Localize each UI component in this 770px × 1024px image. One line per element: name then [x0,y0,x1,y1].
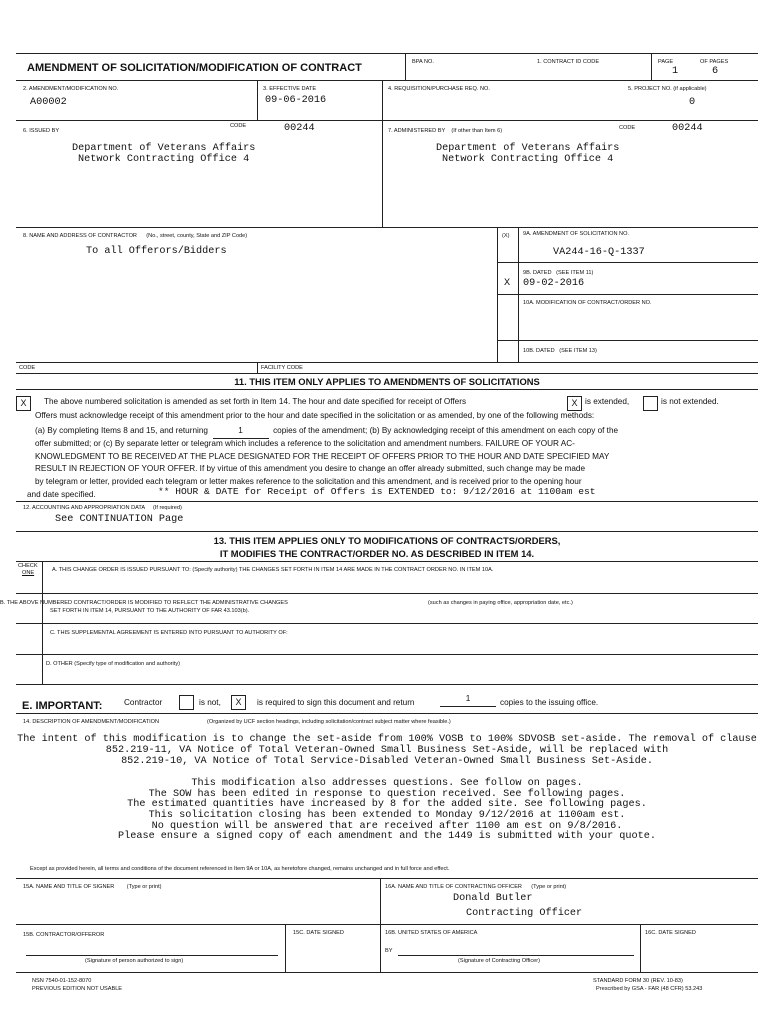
rule-13bb [16,623,758,624]
rule-14b [16,878,758,879]
officer-label-text: 16A. NAME AND TITLE OF CONTRACTING OFFICER [385,884,522,890]
admin-by-line2: Network Contracting Office 4 [442,154,614,165]
contractor-signature-line[interactable] [26,955,278,956]
modification-no-label: 10A. MODIFICATION OF CONTRACT/ORDER NO. [523,300,652,306]
officer-title: Contracting Officer [466,908,583,919]
footer-prescribed: Prescribed by GSA - FAR (48 CFR) 53.243 [596,986,703,992]
description-line-6: The estimated quantities have increased by 8 for the added site. See following pages. [127,799,647,810]
rule-v-row2b [382,80,383,227]
dated-label-text: 9B. DATED [523,270,552,276]
is-not-label: is not, [199,698,221,707]
item11-line5: KNOWLEDGMENT TO BE RECEIVED AT THE PLACE DESIGNATED FOR THE RECEIPT OF OFFERS PRIOR TO THE HOUR AND DATE SPECIFIED MAY [35,452,610,461]
contract-id-label: 1. CONTRACT ID CODE [537,59,600,65]
description-note: (Organized by UCF section headings, including solicitation/contract subject matter where feasible.) [207,719,451,725]
check-one-label2: ONE [22,570,35,576]
usa-label: 16B. UNITED STATES OF AMERICA [385,930,478,936]
date-signed-15c-label: 15C. DATE SIGNED [293,930,344,936]
item13-option-b2: SET FORTH IN ITEM 14, PURSUANT TO THE AUTHORITY OF FAR 43.103(b). [50,608,250,614]
rule-top [16,53,758,54]
form-title: AMENDMENT OF SOLICITATION/MODIFICATION OF CONTRACT [27,62,362,74]
facility-code-label: FACILITY CODE [261,365,303,371]
rule-v-header2 [651,53,652,80]
contractor-value: To all Offerors/Bidders [86,246,227,257]
issued-by-label: 6. ISSUED BY [23,128,60,134]
description-line-8: No question will be answered that are received after 1100 am est on 9/8/2016. [151,821,623,832]
contractor-code-label: CODE [19,365,36,371]
copies-returned-value: 1 [238,426,243,435]
item13-heading2: IT MODIFIES THE CONTRACT/ORDER NO. AS DESCRIBED IN ITEM 14. [219,548,535,559]
rule-15a [16,924,758,925]
issued-by-line1: Department of Veterans Affairs [72,143,256,154]
description-line-5: The SOW has been edited in response to question received. See following pages. [148,789,626,800]
issued-code-value: 00244 [284,123,315,134]
return-copies-value: 1 [465,694,471,703]
copies-returned-field [213,425,269,439]
rule-11b [16,389,758,390]
administered-by-label [388,128,502,134]
is-not-checkbox[interactable] [179,695,194,710]
item11-heading: 11. THIS ITEM ONLY APPLIES TO AMENDMENTS OF SOLICITATIONS [234,376,540,387]
signer-label-text: 15A. NAME AND TITLE OF SIGNER [23,884,115,890]
total-pages: 6 [712,66,719,77]
item11-line3a: (a) By completing Items 8 and 15, and returning [35,426,208,435]
administered-by-note: (If other than Item 6) [451,128,503,134]
footer-form-no: STANDARD FORM 30 (REV. 10-83) [593,978,683,984]
issued-code-label: CODE [230,123,247,129]
admin-by-line1: Department of Veterans Affairs [436,143,620,154]
rule-9a [497,262,758,263]
rule-row2 [16,80,758,81]
except-text: Except as provided herein, all terms and conditions of the document referenced in Item 9A or 10A, as heretofore changed, remains unchanged and in full force and effect. [30,866,450,872]
accounting-label-text: 12. ACCOUNTING AND APPROPRIATION DATA [23,505,146,511]
rule-v-check [42,561,43,684]
not-extended-label: is not extended. [661,397,719,406]
description-line-1: The intent of this modification is to change the set-aside from 100% VOSB to 100% SDVOSB set-aside. The removal of clause [17,734,757,745]
page-number: 1 [672,66,679,77]
officer-signature-line[interactable] [398,955,634,956]
rule-v-x [518,227,519,362]
rule-footer [16,972,758,973]
contractor-label [23,233,247,239]
not-extended-checkbox[interactable] [643,396,658,411]
mod-dated-label [523,348,597,354]
dated-x-mark: X [504,278,511,289]
rule-11 [16,373,758,374]
contractor-label-note: (No., street, county, State and ZIP Code) [146,233,248,239]
contractor-label-text: 8. NAME AND ADDRESS OF CONTRACTOR [23,233,137,239]
amendment-no-value: A00002 [30,97,67,108]
extended-note: ** HOUR & DATE for Receipt of Offers is EXTENDED to: 9/12/2016 at 1100am est [158,486,596,497]
rule-13 [16,531,758,532]
item11-line8: and date specified. [27,490,96,499]
description-line-3: 852.219-10, VA Notice of Total Service-Disabled Veteran-Owned Small Business Set-Aside. [121,756,653,767]
by-label: BY [385,948,393,954]
important-contractor: Contractor [124,698,163,707]
effective-date-label: 3. EFFECTIVE DATE [263,86,317,92]
rule-v-facility [257,362,258,373]
rule-13b [16,561,758,562]
date-signed-16c-label: 16C. DATE SIGNED [645,930,696,936]
rule-e [16,713,758,714]
item13-option-d: D. OTHER (Specify type of modification and authority) [46,661,180,667]
requisition-label: 4. REQUISITION/PURCHASE REQ. NO. [388,86,490,92]
dated-label [523,270,593,276]
sig-officer-caption: (Signature of Contracting Officer) [458,958,540,964]
rule-v-header1 [405,53,406,80]
rule-row4 [16,227,758,228]
officer-name: Donald Butler [453,893,533,904]
description-line-2: 852.219-11, VA Notice of Total Veteran-Owned Small Business Set-Aside, will be replaced with [105,745,669,756]
project-no-value: 0 [689,97,696,108]
item11-line6: RESULT IN REJECTION OF YOUR OFFER. If by virtue of this amendment you desire to change an offer already submitted, such change may be made [35,464,586,473]
signer-label [23,884,162,890]
footer-prev-edition: PREVIOUS EDITION NOT USABLE [32,986,123,992]
rule-v-row4 [497,227,498,362]
item13-heading1: 13. THIS ITEM APPLIES ONLY TO MODIFICATIONS OF CONTRACTS/ORDERS, [213,535,561,546]
item11-line7: by telegram or letter, provided each telegram or letter makes reference to the solicitation and this amendment, and is received prior to the opening hour [35,477,582,486]
important-row [22,696,102,714]
amend-solicitation-label: 9A. AMENDMENT OF SOLICITATION NO. [523,231,629,237]
mod-dated-text: 10B. DATED [523,348,555,354]
rule-9b [497,294,758,295]
admin-code-label: CODE [619,125,636,131]
sig-person-caption: (Signature of person authorized to sign) [85,958,184,964]
page-label: PAGE [658,59,674,65]
admin-code-value: 00244 [672,123,703,134]
rule-13d [16,684,758,685]
return-copies-line [440,693,496,707]
item11-line2: Offers must acknowledge receipt of this amendment prior to the hour and date specified in the solicitation or as amended, by one of the following methods: [35,411,595,420]
item13-option-a: A. THIS CHANGE ORDER IS ISSUED PURSUANT TO: (Specify authority) THE CHANGES SET FORTH IN ITEM 14 ARE MADE IN THE CONTRACT ORDER NO. IN ITEM 10A. [52,567,494,573]
accounting-label [23,505,182,511]
issued-by-line2: Network Contracting Office 4 [78,154,250,165]
rule-12 [16,501,758,502]
item13-option-b: B. THE ABOVE NUMBERED CONTRACT/ORDER IS MODIFIED TO REFLECT THE ADMINISTRATIVE CHANGES [0,600,288,606]
rule-v-sig [380,878,381,972]
rule-10a [497,340,758,341]
officer-label [385,884,566,890]
rule-13a [16,593,758,594]
item11-line3b: copies of the amendment; (b) By acknowledging receipt of this amendment on each copy of the [273,426,619,435]
amendment-no-label: 2. AMENDMENT/MODIFICATION NO. [23,86,119,92]
accounting-value: See CONTINUATION Page [55,514,184,525]
description-line-9: Please ensure a signed copy of each amendment and the 1449 is submitted with your quote. [118,831,656,842]
item11-line3 [35,425,618,439]
important-label: E. IMPORTANT: [22,700,103,712]
return-copies-field [440,693,496,707]
bpa-label: BPA NO. [412,59,434,65]
rule-v-15c [285,924,286,972]
description-line-7: This solicitation closing has been extended to Monday 9/12/2016 at 1100am est. [148,810,626,821]
rule-13c [16,654,758,655]
x-column-label: (X) [502,233,510,239]
dated-label-note: (SEE ITEM 11) [556,270,594,276]
extended-label: is extended, [585,397,630,406]
signer-label-note: (Type or print) [126,884,162,890]
is-required-label: is required to sign this document and return [257,698,415,707]
rule-v-row2a [257,80,258,120]
description-label: 14. DESCRIPTION OF AMENDMENT/MODIFICATION [23,719,160,725]
item11-line4: offer submitted; or (c) By separate letter or telegram which includes a reference to the solicitation and amendment numbers. FAILURE OF YOUR AC- [35,439,575,448]
item13-option-b-note: (such as changes in paying office, appropriation date, etc.) [428,600,573,606]
rule-v-16c [640,924,641,972]
footer-nsn: NSN 7540-01-152-8070 [32,978,92,984]
extended-checkbox[interactable]: X [567,396,582,411]
check-one-label1: CHECK [18,563,38,569]
dated-value: 09-02-2016 [523,278,585,289]
of-pages-label: OF PAGES [700,59,729,65]
administered-by-text: 7. ADMINISTERED BY [388,128,446,134]
solicitation-amended-checkbox[interactable]: X [16,396,31,411]
amend-solicitation-value: VA244-16-Q-1337 [553,247,645,258]
mod-dated-note: (SEE ITEM 13) [559,348,597,354]
item11-line1: The above numbered solicitation is amended as set forth in Item 14. The hour and date specified for receipt of Offers [44,397,467,406]
item13-option-c: C. THIS SUPPLEMENTAL AGREEMENT IS ENTERED INTO PURSUANT TO AUTHORITY OF: [50,630,288,636]
rule-row3 [16,120,758,121]
description-line-4: This modification also addresses questions. See follow on pages. [191,778,583,789]
contractor-offeror-label: 15B. CONTRACTOR/OFFEROR [23,932,105,938]
officer-label-note: (Type or print) [531,884,567,890]
accounting-label-note: (If required) [152,505,182,511]
effective-date-value: 09-06-2016 [265,95,327,106]
rule-code [16,362,758,363]
project-no-label: 5. PROJECT NO. (if applicable) [628,86,707,92]
is-required-checkbox[interactable]: X [231,695,246,710]
return-copies-label: copies to the issuing office. [500,698,599,707]
